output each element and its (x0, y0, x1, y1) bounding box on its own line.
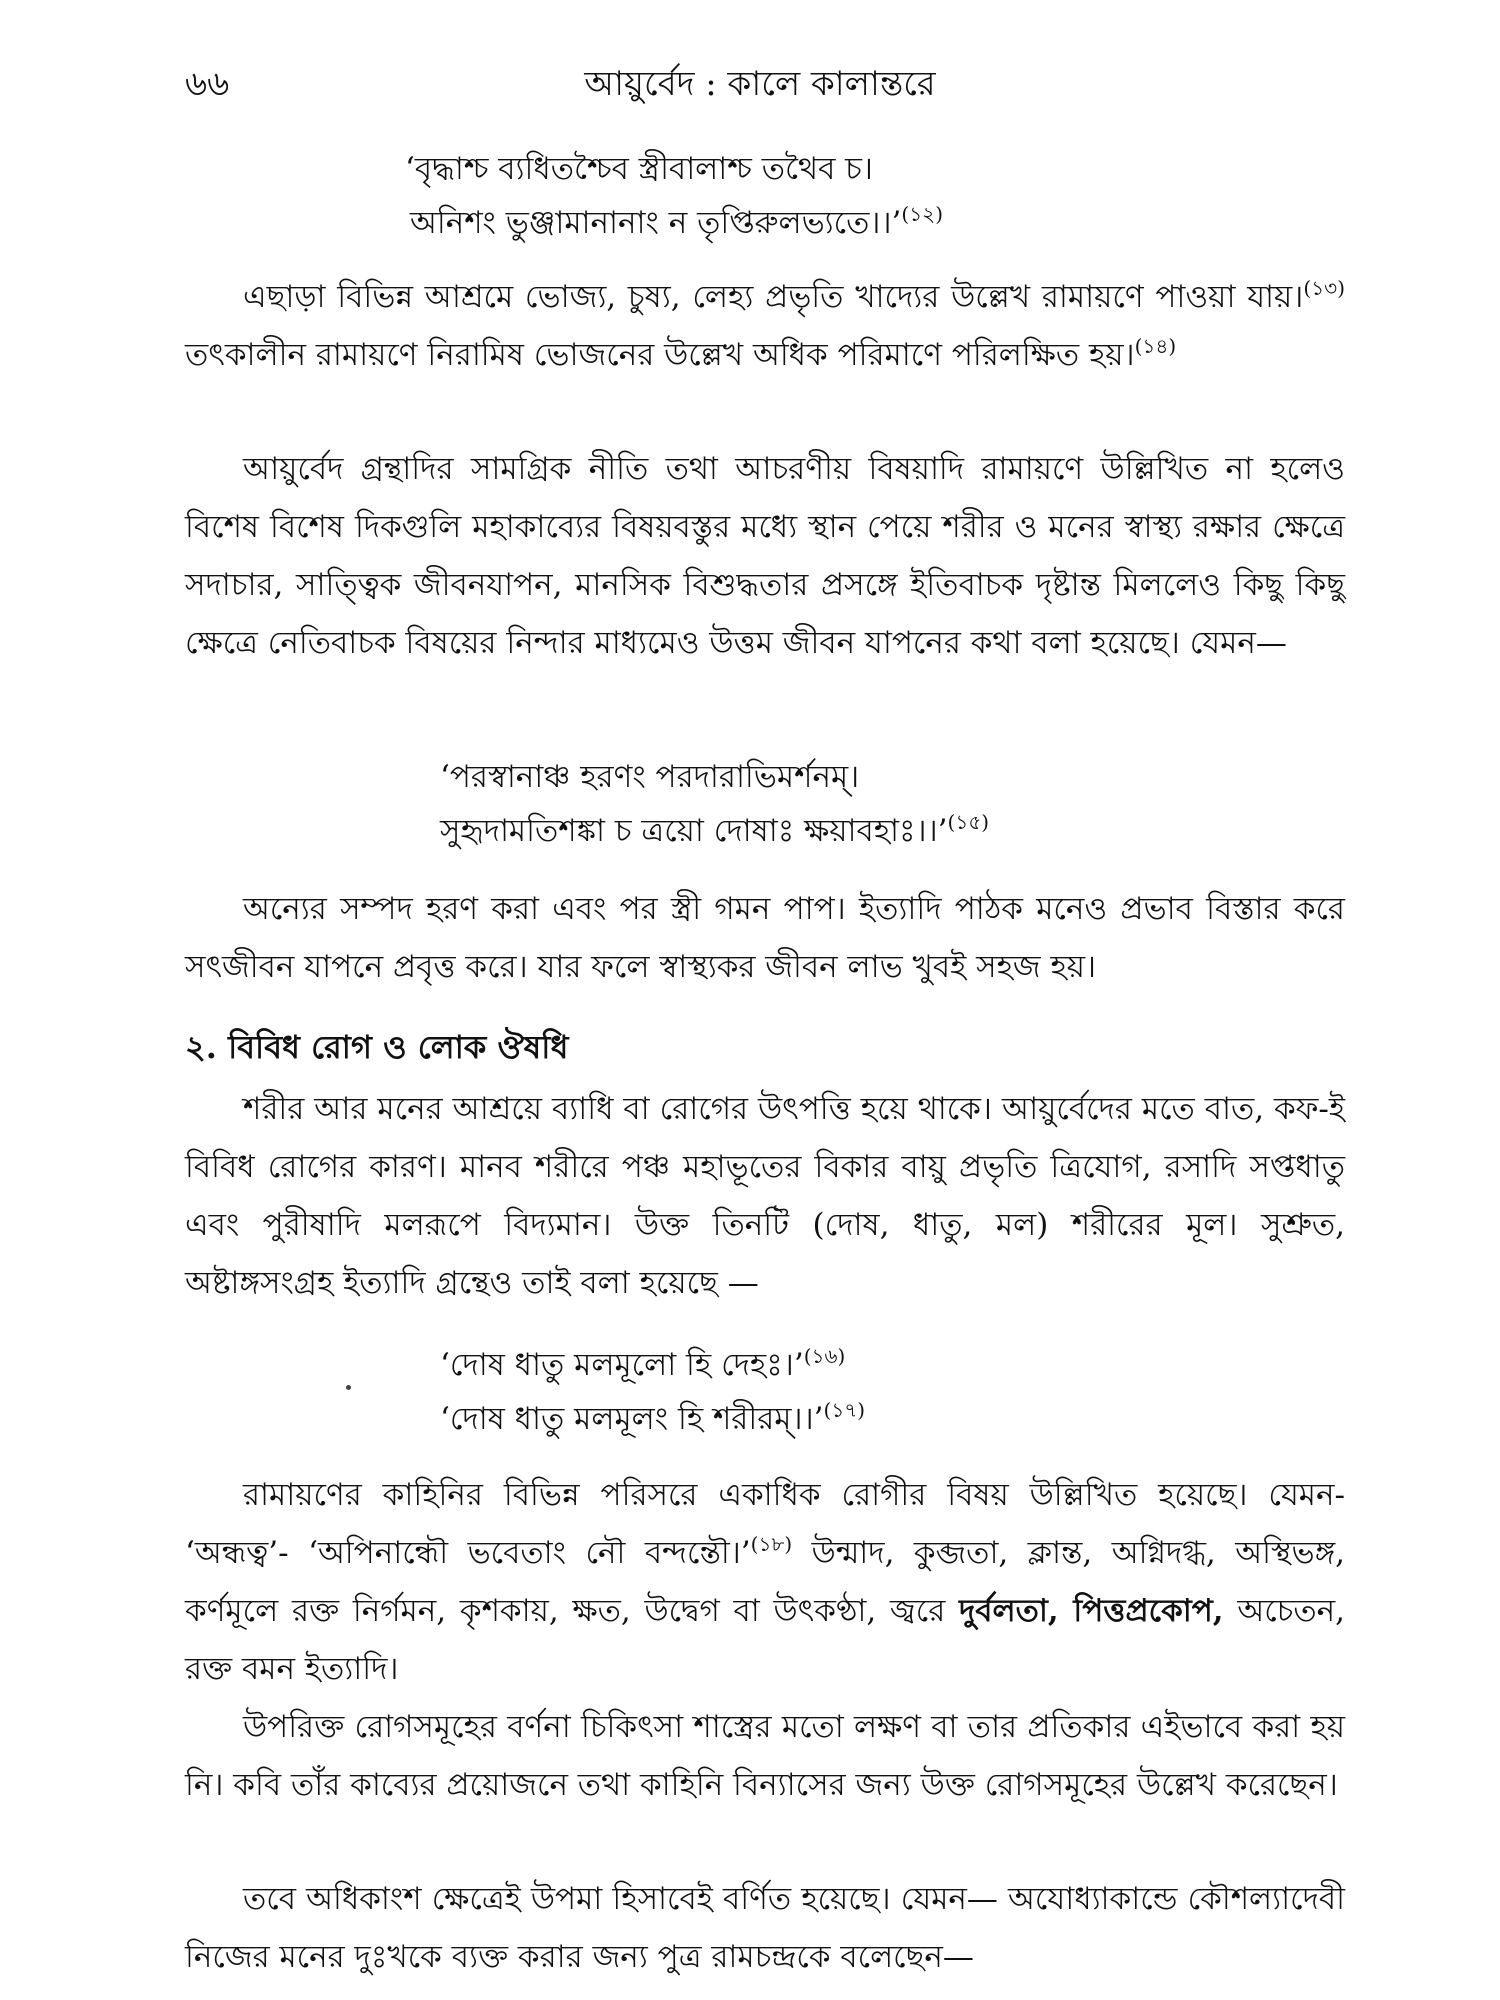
section-heading: ২. বিবিধ রোগ ও লোক ঔষধি (185, 1028, 569, 1066)
footnote-ref: (১২) (901, 202, 943, 226)
footnote-ref: (১৬) (803, 1344, 846, 1368)
footnote-ref: (১৪) (1134, 334, 1177, 358)
paragraph: রামায়ণের কাহিনির বিভিন্ন পরিসরে একাধিক রোগীর বিষয় উল্লিখিত হয়েছে। যেমন- ‘অন্ধত্ব’- ‘অপিনান্ধৌ ভবেতাং নৌ বন্দন্তৌ।’$^{(১৮)}$ উন্মাদ, কুব্জতা, ক্লান্ত, অগ্নিদগ্ধ, অস্থিভঙ্গ, কর্ণমূলে রক্ত নির্গমন, কৃশকায়, ক্ষত, উদ্বেগ বা উৎকণ্ঠা, জ্বরে দুর্বলতা, পিত্তপ্রকোপ, অচেতন, রক্ত বমন ইত্যাদি। (185, 1477, 1346, 1687)
verse-line: ‘দোষ ধাতু মলমূলং হি শরীরম্।।’ (440, 1401, 824, 1437)
verse-line: ‘পরস্বানাঞ্চ হরণং পরদারাভিমর্শনম্। (440, 759, 860, 795)
footnote-ref: (১৩) (1303, 276, 1345, 300)
paragraph: উপরিক্ত রোগসমূহের বর্ণনা চিকিৎসা শাস্ত্রের মতো লক্ষণ বা তার প্রতিকার এইভাবে করা হয় নি। কবি তাঁর কাব্যের প্রয়োজনে তথা কাহিনি বিন্যাসের জন্য উক্ত রোগসমূহের উল্লেখ করেছেন। (185, 1709, 1345, 1803)
verse-line: ‘বৃদ্ধাশ্চ ব্যধিতশ্চৈব স্ত্রীবালাশ্চ তথৈব চ। (405, 151, 873, 187)
footnote-ref: (১৭) (823, 1398, 866, 1422)
paragraph: আয়ুর্বেদ গ্রন্থাদির সামগ্রিক নীতি তথা আচরণীয় বিষয়াদি রামায়ণে উল্লিখিত না হলেও বিশেষ বিশেষ দিকগুলি মহাকাব্যের বিষয়বস্তুর মধ্যে স্থান পেয়ে শরীর ও মনের স্বাস্থ্য রক্ষার ক্ষেত্রে সদাচার, সাত্ত্বিক জীবনযাপন, মানসিক বিশুদ্ধতার প্রসঙ্গে ইতিবাচক দৃষ্টান্ত মিললেও কিছু কিছু ক্ষেত্রে নেতিবাচক বিষয়ের নিন্দার মাধ্যমেও উত্তম জীবন যাপনের কথা বলা হয়েছে। যেমন— (185, 451, 1345, 661)
verse-line: ‘দোষ ধাতু মলমূলো হি দেহঃ।’ (440, 1347, 804, 1383)
footnote-ref: (১৫) (947, 810, 990, 834)
verse-quote-16-17 (440, 1338, 865, 1446)
paragraph: অন্যের সম্পদ হরণ করা এবং পর স্ত্রী গমন পাপ। ইত্যাদি পাঠক মনেও প্রভাব বিস্তার করে সৎজীবন যাপনে প্রবৃত্ত করে। যার ফলে স্বাস্থ্যকর জীবন লাভ খুবই সহজ হয়। (185, 891, 1345, 985)
verse-line: অনিশং ভুঞ্জামানানাং ন তৃপ্তিরুলভ্যতে।।’ (410, 205, 902, 241)
footnote-ref: (১৮) (750, 1532, 793, 1556)
page-header (185, 58, 1335, 108)
paragraph: এছাড়া বিভিন্ন আশ্রমে ভোজ্য, চুষ্য, লেহ্য প্রভৃতি খাদ্যের উল্লেখ রামায়ণে পাওয়া যায়।$^{(১৩)}$ তৎকালীন রামায়ণে নিরামিষ ভোজনের উল্লেখ অধিক পরিমাণে পরিলক্ষিত হয়।$^{(১৪)}$ (185, 276, 1345, 373)
print-speck (346, 1385, 351, 1390)
paragraph: তবে অধিকাংশ ক্ষেত্রেই উপমা হিসাবেই বর্ণিত হয়েছে। যেমন— অযোধ্যাকান্ডে কৌশল্যাদেবী নিজের মনের দুঃখকে ব্যক্ত করার জন্য পুত্র রামচন্দ্রকে বলেছেন— (185, 1881, 1345, 1975)
paragraph: শরীর আর মনের আশ্রয়ে ব্যাধি বা রোগের উৎপত্তি হয়ে থাকে। আয়ুর্বেদের মতে বাত, কফ-ই বিবিধ রোগের কারণ। মানব শরীরে পঞ্চ মহাভূতের বিকার বায়ু প্রভৃতি ত্রিযোগ, রসাদি সপ্তধাতু এবং পুরীষাদি মলরূপে বিদ্যমান। উক্ত তিনটি (দোষ, ধাতু, মল) শরীরের মূল। সুশ্রুত, অষ্টাঙ্গসংগ্রহ ইত্যাদি গ্রন্থেও তাই বলা হয়েছে — (185, 1091, 1345, 1301)
verse-line: সুহৃদামতিশঙ্কা চ ত্রয়ো দোষাঃ ক্ষয়াবহাঃ।।’ (440, 813, 948, 849)
verse-quote-12 (405, 142, 943, 250)
verse-quote-15 (440, 750, 989, 858)
page-number: ৬৬ (185, 64, 230, 104)
running-title: আয়ুর্বেদ : কালে কালান্তরে (584, 64, 936, 104)
